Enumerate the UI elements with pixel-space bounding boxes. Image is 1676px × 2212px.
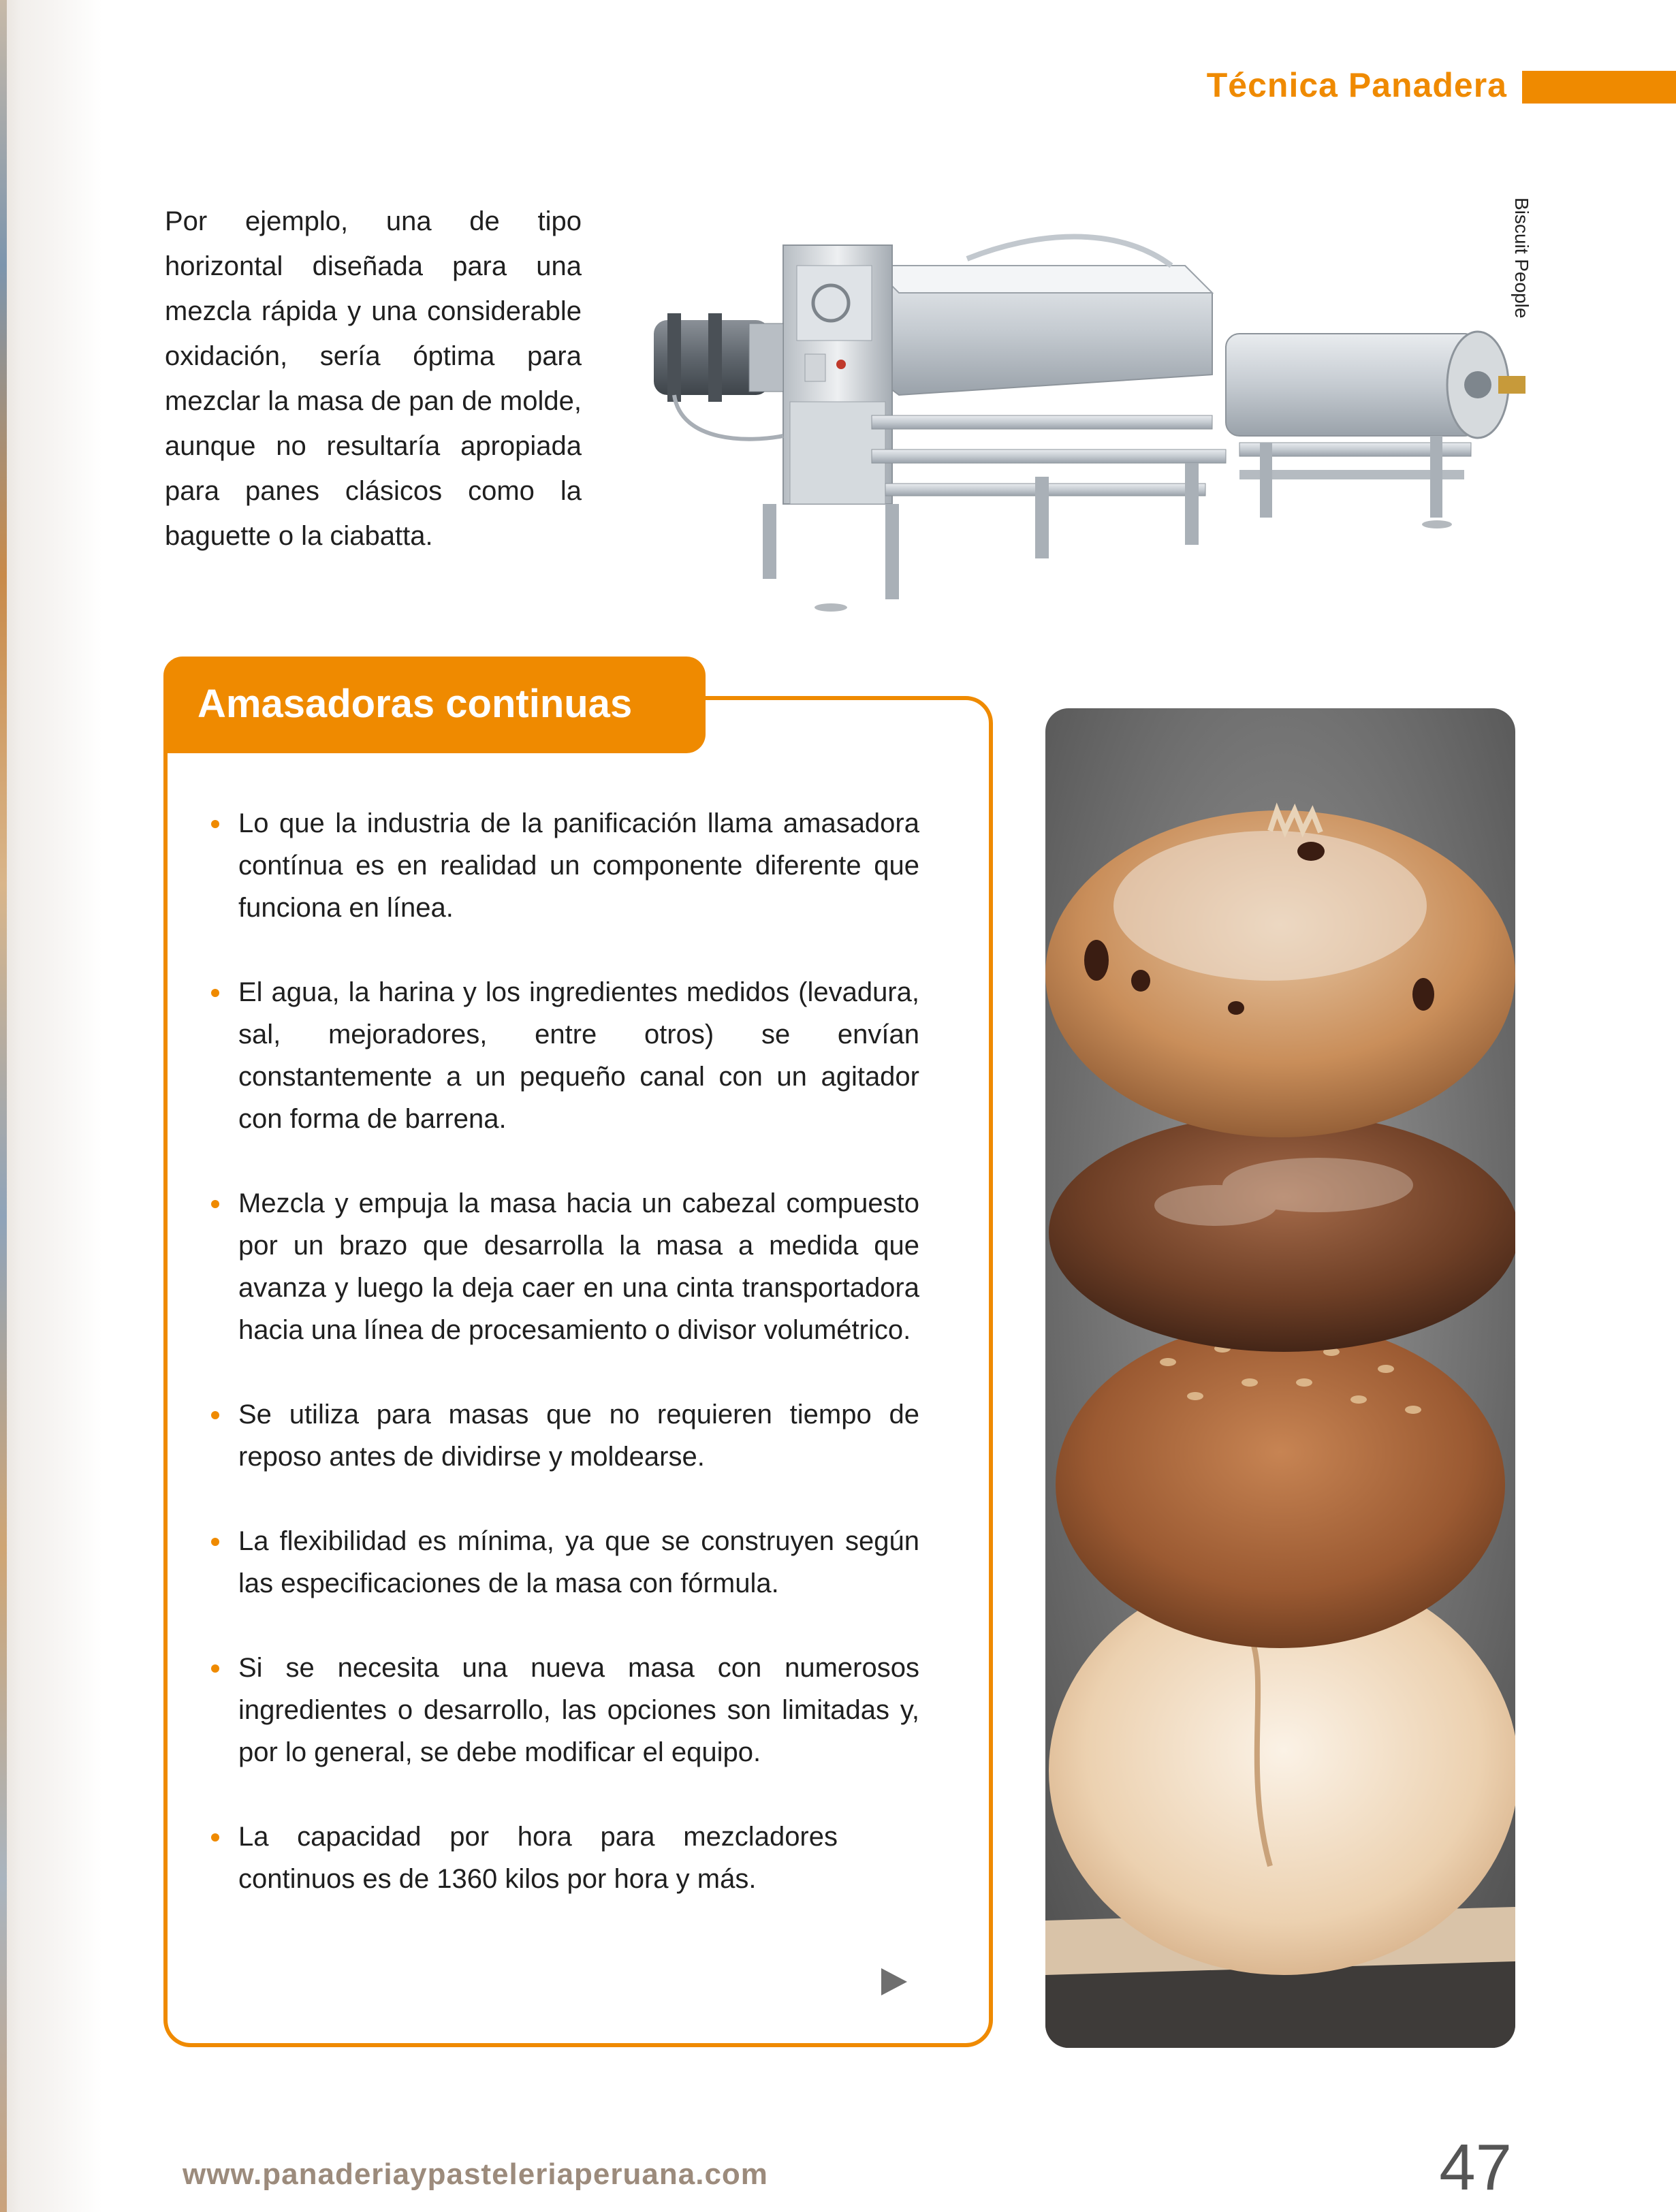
list-item [211, 1520, 919, 1605]
bullet-dot-icon [211, 989, 219, 997]
facing-page-edge [0, 0, 7, 2212]
list-item-text: Mezcla y empuja la masa hacia un cabezal compuesto por un brazo que desarrolla la masa a medida que avanza y luego la deja caer en una cinta transportadora hacia una línea de procesamiento o divisor volumétrico. [238, 1188, 919, 1345]
bullet-dot-icon [211, 820, 219, 828]
bullet-dot-icon [211, 1833, 219, 1842]
list-item-text: Se utiliza para masas que no requieren tiempo de reposo antes de dividirse y moldearse. [238, 1400, 919, 1472]
list-item [211, 1816, 919, 1900]
section-title-bar [1522, 71, 1676, 104]
list-item [211, 1393, 919, 1478]
list-item-text: La capacidad por hora para mezcladores continuos es de 1360 kilos por hora y más. [238, 1822, 838, 1894]
list-item-text: El agua, la harina y los ingredientes medidos (levadura, sal, mejoradores, entre otros) se envían constantemente a un pequeño canal con un agitador con forma de barrena. [238, 977, 919, 1134]
bullet-list [211, 802, 919, 1900]
section-title: Técnica Panadera [1206, 66, 1507, 104]
list-item [211, 1647, 919, 1773]
play-triangle-icon[interactable] [879, 1967, 908, 1997]
list-item-text: La flexibilidad es mínima, ya que se construyen según las especificaciones de la masa con fórmula. [238, 1526, 919, 1598]
bullet-dot-icon [211, 1200, 219, 1208]
page-spine-shadow [0, 0, 102, 2212]
intro-paragraph: Por ejemplo, una de tipo horizontal diseñada para una mezcla rápida y una considerable oxidación, sería óptima para mezclar la masa de pan de molde, aunque no resultaría apropiada para panes clásicos como la baguette o la ciabatta. [165, 206, 582, 551]
stacked-bread-photo [1045, 708, 1515, 2048]
footer-website-link[interactable]: www.panaderiaypasteleriaperuana.com [183, 2158, 768, 2191]
photo-credit: Biscuit People [1511, 198, 1532, 319]
page-number: 47 [1439, 2131, 1512, 2204]
list-item [211, 1182, 919, 1351]
continuous-mixer-machine-image [627, 218, 1532, 613]
list-item [211, 802, 919, 929]
list-item-text: Si se necesita una nueva masa con numerosos ingredientes o desarrollo, las opciones son limitadas y, por lo general, se debe modificar el equipo. [238, 1653, 919, 1767]
bullet-dot-icon [211, 1664, 219, 1673]
list-item [211, 971, 919, 1140]
bullet-dot-icon [211, 1411, 219, 1419]
bullet-dot-icon [211, 1538, 219, 1546]
list-item-text: Lo que la industria de la panificación llama amasadora contínua es en realidad un componente diferente que funciona en línea. [238, 808, 919, 923]
info-box-title: Amasadoras continuas [197, 682, 633, 726]
